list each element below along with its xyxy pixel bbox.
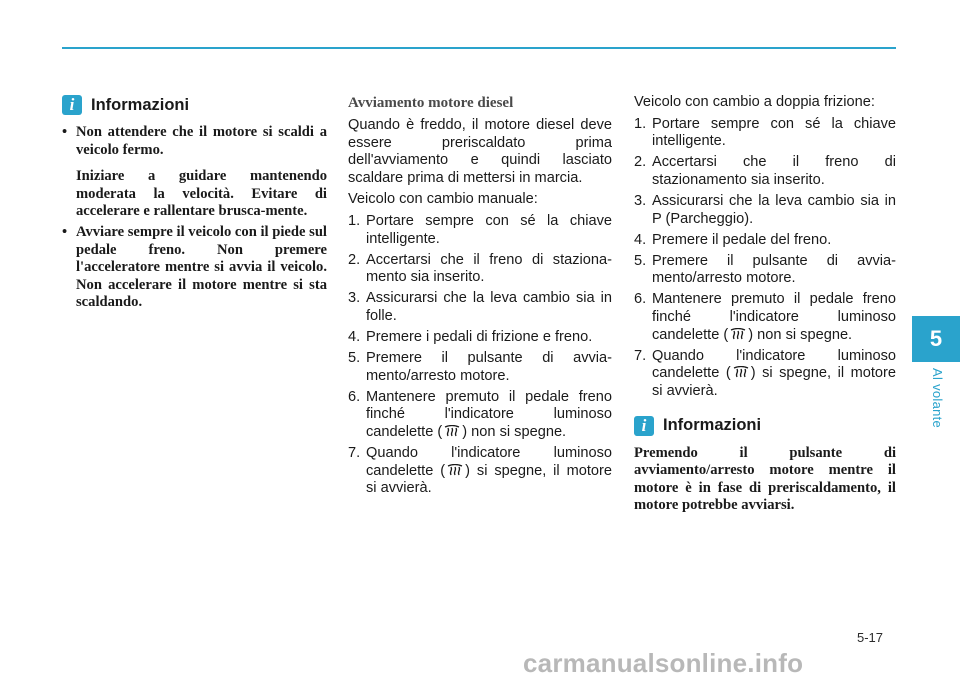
list-item: 5. Premere il pulsante di avvia-mento/arresto motore. xyxy=(634,252,896,287)
list-item: 4. Premere i pedali di frizione e freno. xyxy=(348,329,593,346)
middle-column xyxy=(348,94,612,501)
chapter-tab[interactable]: 5 xyxy=(912,316,960,362)
list-item: 7. Quando l'indicatore luminoso candelette ( ) si spegne, il motore si avvierà. xyxy=(348,445,612,497)
chapter-label: Al volante xyxy=(930,368,945,429)
list-item: 4. Premere il pedale del freno. xyxy=(634,231,832,248)
list-item: 1. Portare sempre con sé la chiave intelligente. xyxy=(634,115,896,150)
info-paragraph: Premendo il pulsante di avviamento/arresto motore mentre il motore è in fase di preriscaldamento, il motore potrebbe avviarsi. xyxy=(634,444,896,514)
header-rule xyxy=(62,47,896,49)
list-item: • Avviare sempre il veicolo con il piede sul pedale freno. Non premere l'acceleratore mentre si avvia il veicolo. Non accelerare il motore mentre si sta scaldando. xyxy=(62,223,327,311)
glow-plug-indicator-icon xyxy=(730,328,746,340)
list-item: 2. Accertarsi che il freno di staziona-mento sia inserito. xyxy=(348,251,612,286)
intro-paragraph: Quando è freddo, il motore diesel deve essere preriscaldato prima dell'avviamento e quindi lasciato scaldare prima di mettersi in marcia. xyxy=(348,117,612,186)
list-item: 6. Mantenere premuto il pedale freno finché l'indicatore luminoso candelette ( ) non si spegne. xyxy=(634,291,896,343)
list-item: 6. Mantenere premuto il pedale freno finché l'indicatore luminoso candelette ( ) non si spegne. xyxy=(348,388,612,440)
glow-plug-indicator-icon xyxy=(447,464,463,476)
section-title: Avviamento motore diesel xyxy=(348,95,514,111)
page-number: 5-17 xyxy=(857,630,884,645)
subtitle: Veicolo con cambio manuale: xyxy=(348,191,538,208)
list-item: 3. Assicurarsi che la leva cambio sia in folle. xyxy=(348,290,612,324)
list-item: 3. Assicurarsi che la leva cambio sia in P (Parcheggio). xyxy=(634,192,896,227)
subtitle: Veicolo con cambio a doppia frizione: xyxy=(634,94,875,110)
info-icon: i xyxy=(634,416,654,436)
manual-steps-list xyxy=(348,213,612,498)
glow-plug-indicator-icon xyxy=(733,366,749,378)
left-column xyxy=(62,94,327,315)
list-item: 1. Portare sempre con sé la chiave intelligente. xyxy=(348,212,612,247)
info-box-header xyxy=(634,415,896,437)
info-title: Informazioni xyxy=(663,415,762,434)
bullet-paragraph: Non attendere che il motore si scaldi a veicolo fermo. xyxy=(76,124,327,158)
info-bullet-list xyxy=(62,124,327,312)
glow-plug-indicator-icon xyxy=(444,425,460,437)
list-item: • Non attendere che il motore si scaldi a veicolo fermo. Iniziare a guidare mantenendo moderata la velocità. Evitare di accelerare e rallentare brusca-mente. xyxy=(62,124,327,220)
list-item: 7. Quando l'indicatore luminoso candelette ( ) si spegne, il motore si avvierà. xyxy=(634,347,896,399)
list-item: 5. Premere il pulsante di avvia-mento/arresto motore. xyxy=(348,350,612,384)
list-item: 2. Accertarsi che il freno di stazionamento sia inserito. xyxy=(634,154,896,188)
dct-steps-list xyxy=(634,116,896,401)
watermark: carmanualsonline.info xyxy=(523,648,804,678)
info-title: Informazioni xyxy=(91,95,190,114)
info-icon: i xyxy=(62,95,82,115)
bullet-paragraph: Iniziare a guidare mantenendo moderata la velocità. Evitare di accelerare e rallentare brusca-mente. xyxy=(76,168,327,220)
info-box-header xyxy=(62,94,327,116)
right-column xyxy=(634,94,896,515)
bullet-paragraph: Avviare sempre il veicolo con il piede sul pedale freno. Non premere l'acceleratore mentre si avvia il veicolo. Non accelerare il motore mentre si sta scaldando. xyxy=(76,223,327,311)
